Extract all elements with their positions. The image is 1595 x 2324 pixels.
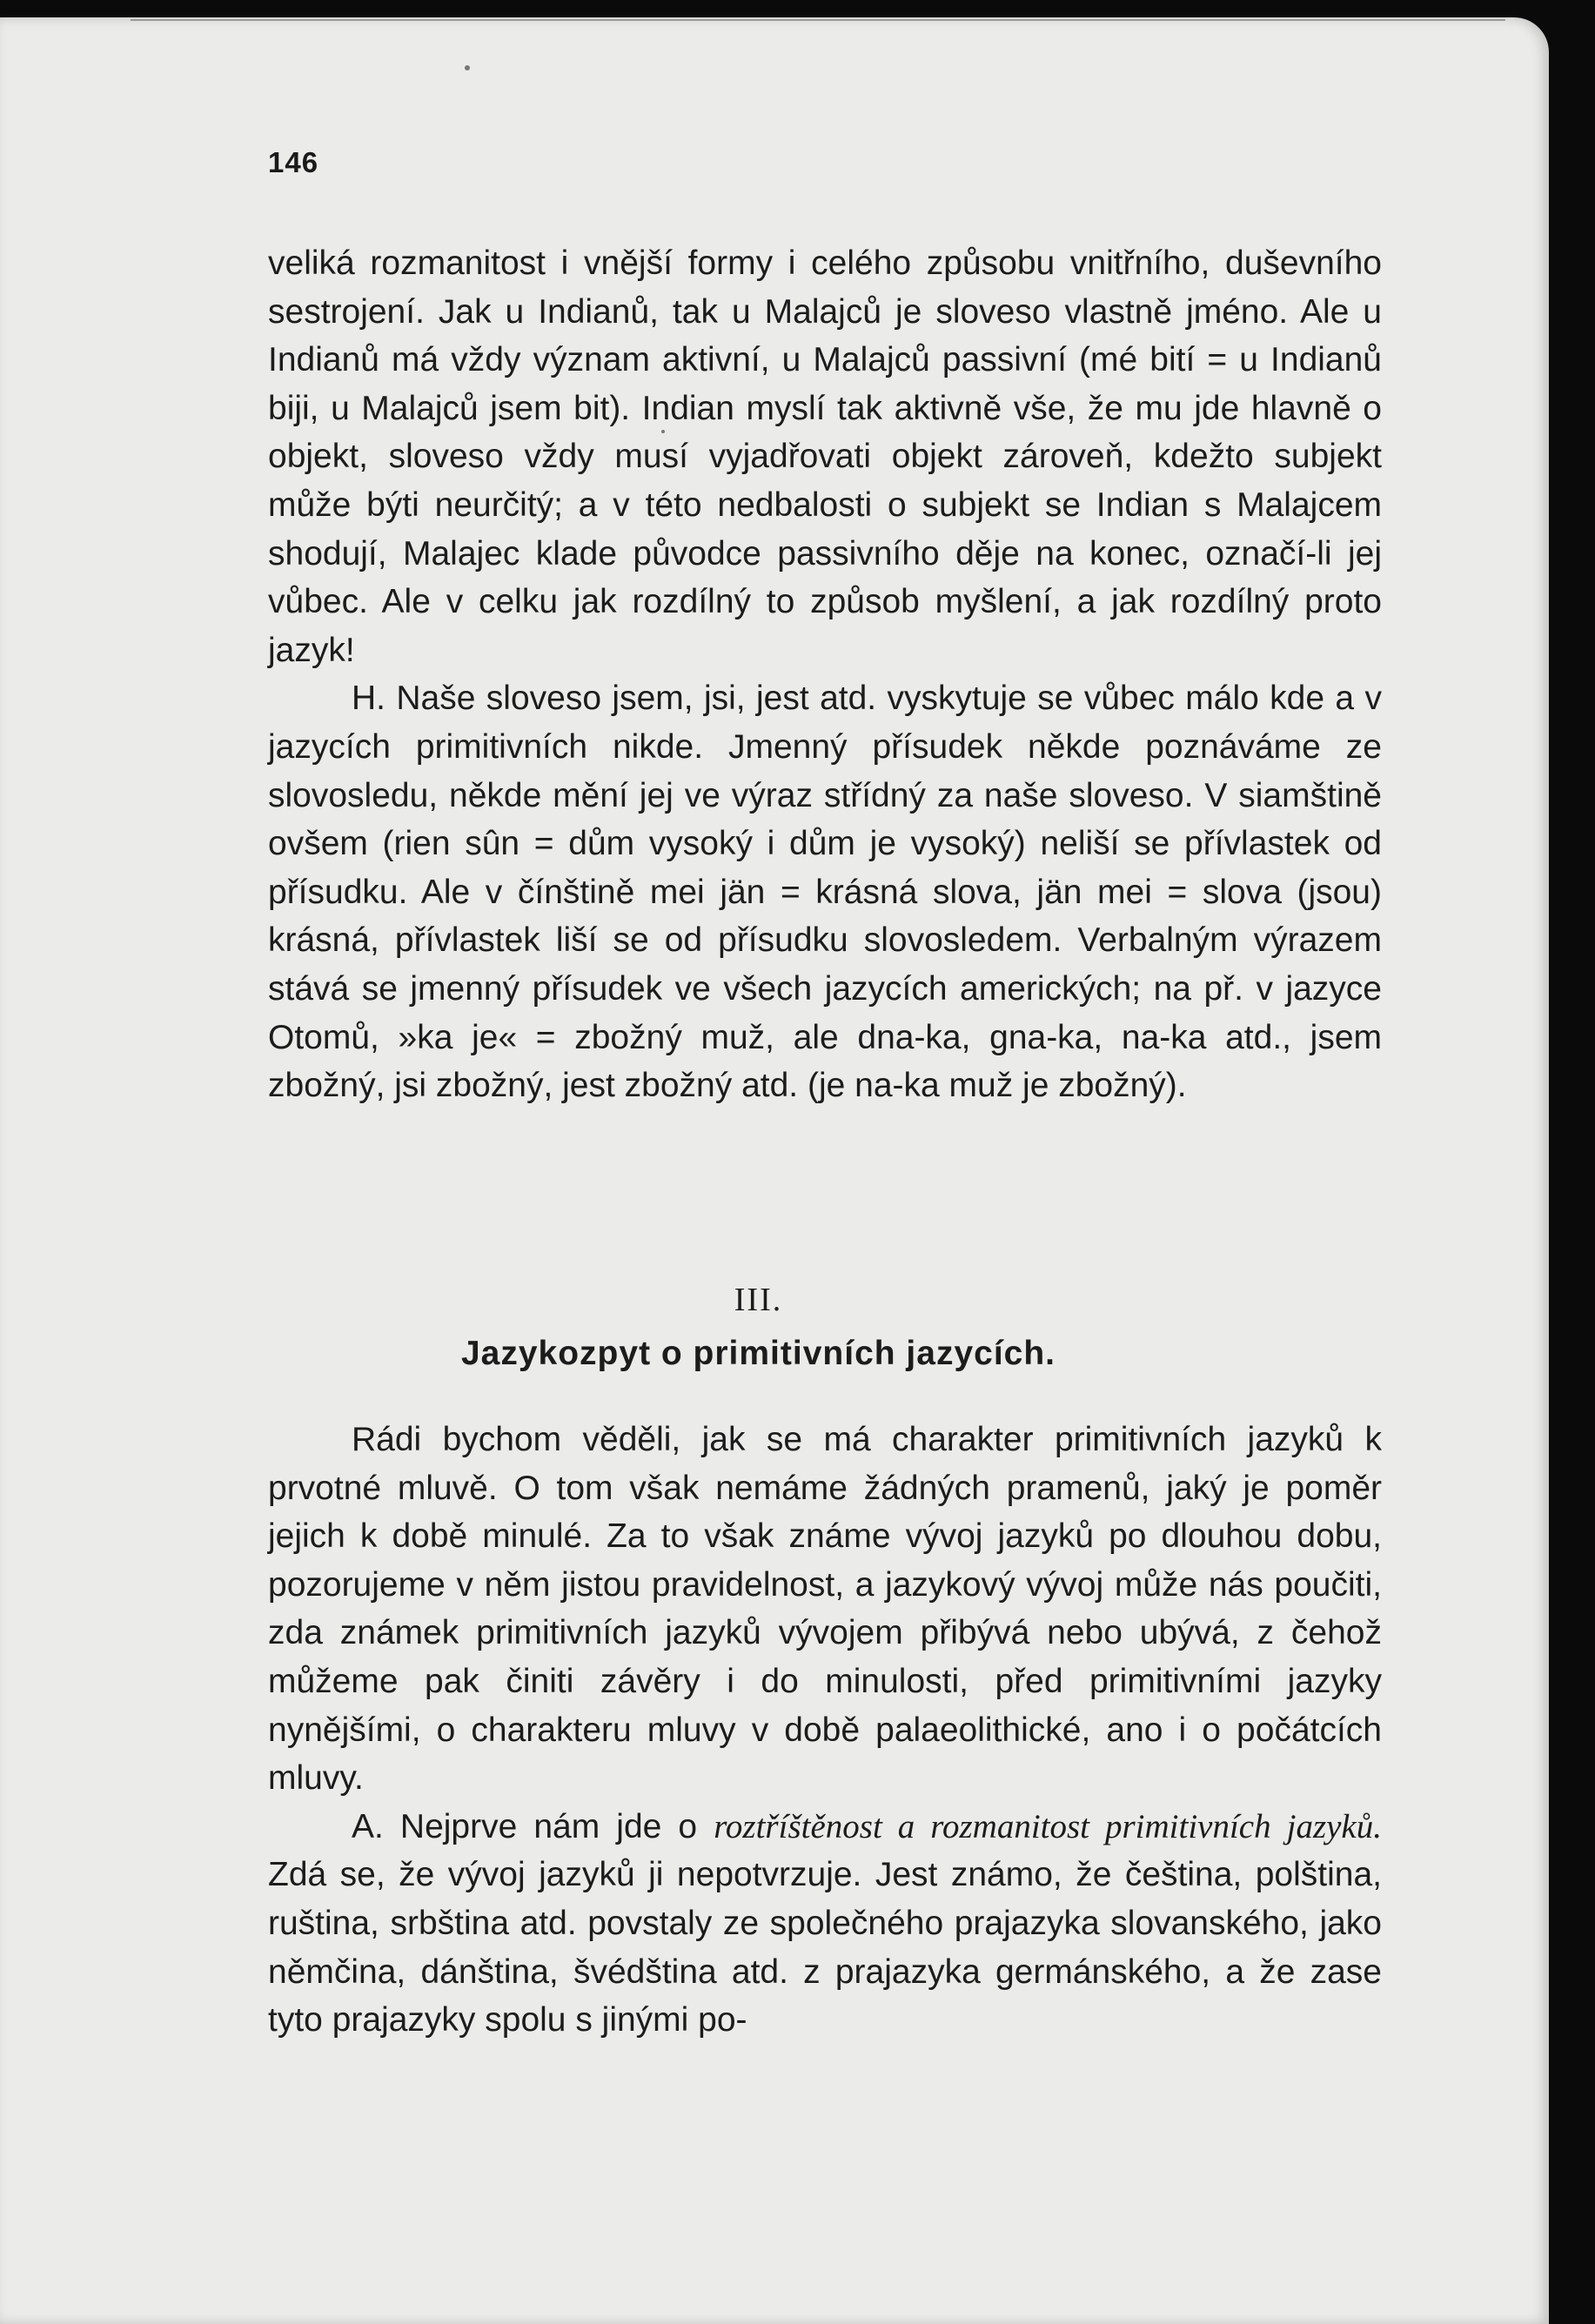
- upper-text-block: [268, 239, 1382, 1110]
- page-top-rule: [131, 19, 1505, 21]
- paragraph-4-start: A. Nejprve nám jde o: [352, 1807, 698, 1845]
- paragraph-4: [268, 1803, 1382, 2045]
- paragraph-2: H. Naše sloveso jsem, jsi, jest atd. vyskytuje se vůbec málo kde a v jazycích primitivních nikde. Jmenný přísudek někde poznáváme ze slovosledu, někde mění jej ve výraz střídný za naše sloveso. V siamštině ovšem (rien sûn = dům vysoký i dům je vysoký) neliší se přívlastek od přísudku. Ale v čínštině mei jän = krásná slova, jän mei = slova (jsou) krásná, přívlastek liší se od přísudku slovosledem. Verbalným výrazem stává se jmenný přísudek ve všech jazycích amerických; na př. v jazyce Otomů, »ka je« = zbožný muž, ale dna-ka, gna-ka, na-ka atd., jsem zbožný, jsi zbožný, jest zbožný atd. (je na-ka muž je zbožný).: [268, 680, 1382, 1105]
- paper-speck: [465, 65, 470, 70]
- page-number: 146: [268, 146, 319, 178]
- section-number: III.: [734, 1282, 783, 1318]
- section-title: Jazykozpyt o primitivních jazycích.: [460, 1335, 1056, 1372]
- paragraph-4-emphasis: roztříštěnost a rozmanitost primitivních jazyků.: [714, 1807, 1382, 1845]
- paragraph-3: Rádi bychom věděli, jak se má charakter primitivních jazyků k prvotné mluvě. O tom však nemáme žádných pramenů, jaký je poměr jejich k době minulé. Za to však známe vývoj jazyků po dlouhou dobu, pozorujeme v něm jistou pravidelnost, a jazykový vývoj může nás poučiti, zda známek primitivních jazyků vývojem přibývá nebo ubývá, z čehož můžeme pak činiti závěry i do minulosti, před primitivními jazyky nynějšími, o charakteru mluvy v době palaeolithické, ano i o počátcích mluvy.: [268, 1421, 1382, 1798]
- paragraph-4-rest: Zdá se, že vývoj jazyků ji nepotvrzuje. Jest známo, že čeština, polština, ruština, srbština atd. povstaly ze společného prajazyka slovanského, jako němčina, dánština, švédština atd. z prajazyka germánského, a že zase tyto prajazyky spolu s jinými po-: [268, 1856, 1382, 2039]
- paragraph-1: veliká rozmanitost i vnější formy i celého způsobu vnitřního, duševního sestrojení. Jak u Indianů, tak u Malajců je sloveso vlastně jméno. Ale u Indianů má vždy význam aktivní, u Malajců passivní (mé bití = u Indianů biji, u Malajců jsem bit). Indian myslí tak aktivně vše, že mu jde hlavně o objekt, sloveso vždy musí vyjadřovati objekt zároveň, kdežto subjekt může býti neurčitý; a v této nedbalosti o subjekt se Indian s Malajcem shodují, Malajec klade původce passivního děje na konec, označí-li jej vůbec. Ale v celku jak rozdílný to způsob myšlení, a jak rozdílný proto jazyk!: [268, 244, 1382, 669]
- lower-text-block: [268, 1416, 1382, 2045]
